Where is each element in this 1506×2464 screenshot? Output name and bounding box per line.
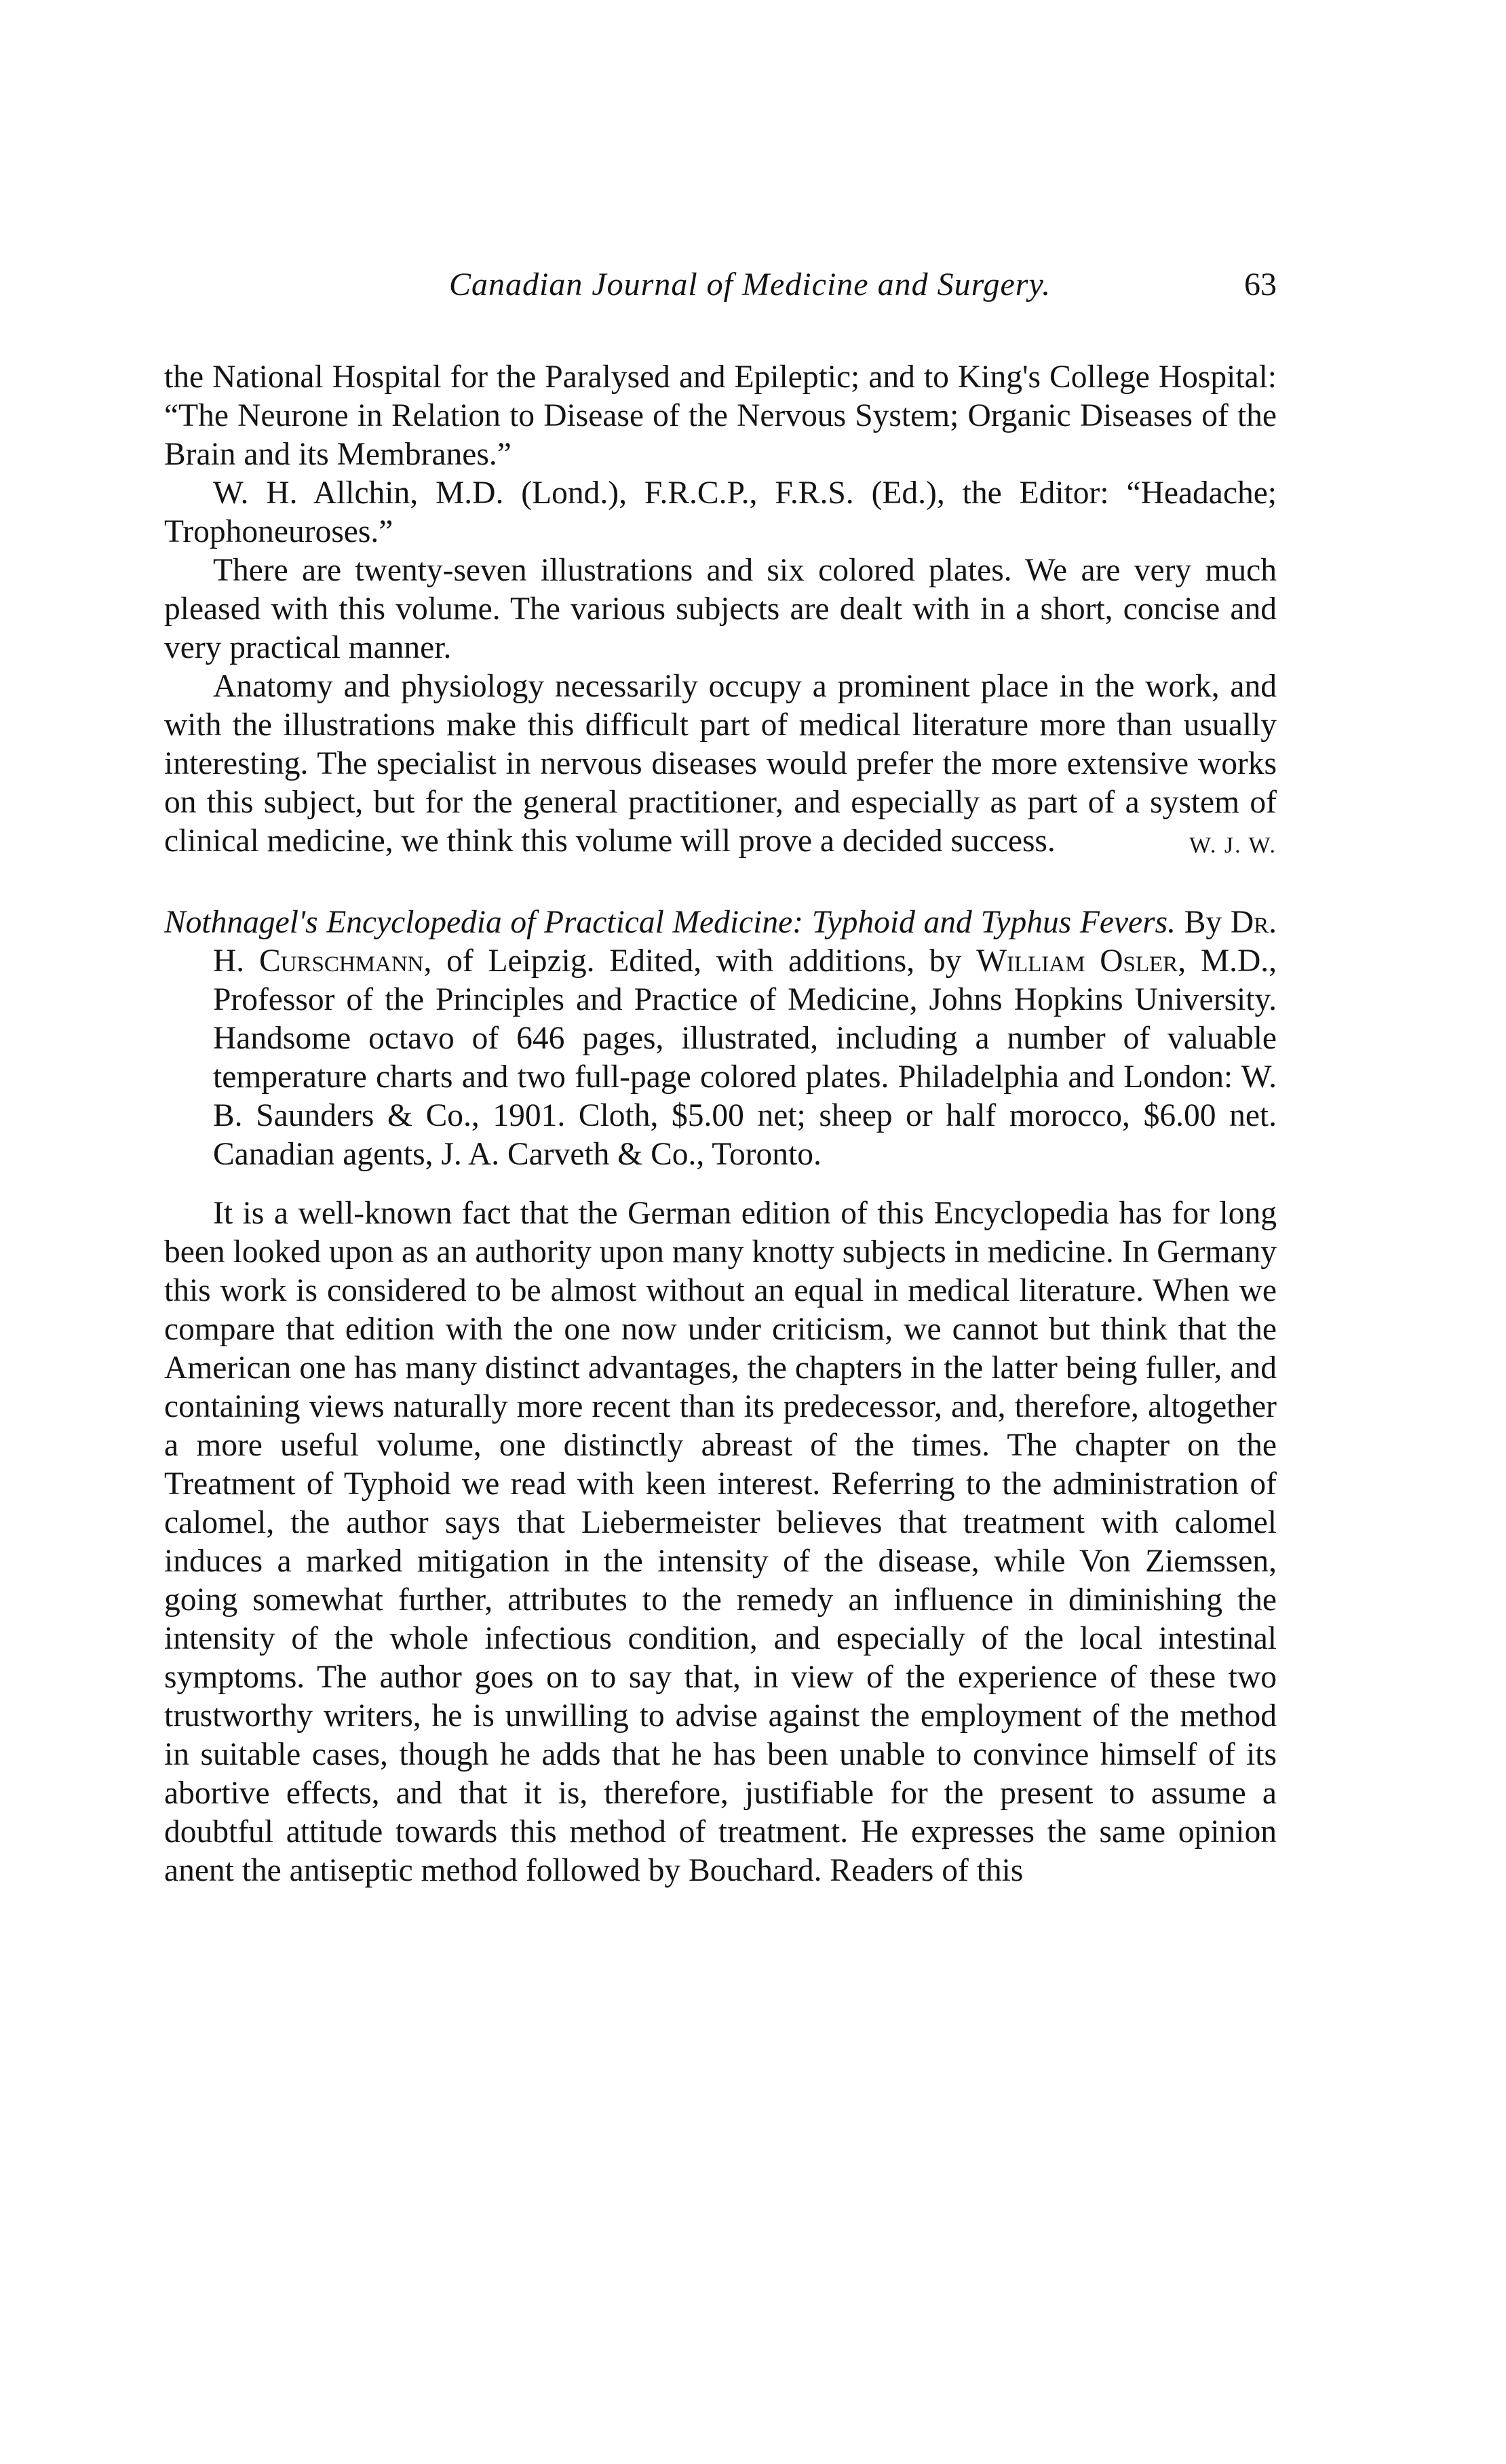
paragraph-illustrations: There are twenty-seven illustrations and six colored plates. We are very much pleased with this volume. The various subjects are dealt with in a short, concise and very practical manner. bbox=[164, 553, 1277, 665]
by-prefix: By bbox=[1184, 905, 1222, 940]
paragraph-assessment-block bbox=[164, 667, 1277, 865]
book-review-heading bbox=[164, 903, 1277, 1174]
book-author: Dr. H. Curschmann bbox=[213, 905, 1277, 979]
book-author-suffix: , of Leipzig. Edited, with additions, by bbox=[423, 943, 962, 979]
paragraph-editor-contribution: W. H. Allchin, M.D. (Lond.), F.R.C.P., F.R.S. (Ed.), the Editor: “Headache; Trophoneuroses.” bbox=[164, 475, 1277, 549]
page-header bbox=[164, 266, 1277, 313]
reviewer-signature: W. J. W. bbox=[1189, 833, 1277, 858]
paragraph-review-body: It is a well-known fact that the German edition of this Encyclopedia has for long been looked upon as an authority upon many knotty subjects in medicine. In Germany this work is considered to be almost without an equal in medical literature. When we compare that edition with the one now under criticism, we cannot but think that the American one has many distinct advantages, the chapters in the latter being fuller, and containing views naturally more recent than its predecessor, and, therefore, altogether a more useful volume, one distinctly abreast of the times. The chapter on the Treatment of Typhoid we read with keen interest. Referring to the administration of calomel, the author says that Liebermeister believes that treatment with calomel induces a marked mitigation in the intensity of the disease, while Von Ziemssen, going somewhat further, attributes to the remedy an influence in diminishing the intensity of the whole infectious condition, and especially of the local intestinal symptoms. The author goes on to say that, in view of the experience of these two trustworthy writers, he is unwilling to advise against the employment of the method in suitable cases, though he adds that he has been unable to convince himself of its abortive effects, and that it is, therefore, justifiable for the present to assume a doubtful attitude towards this method of treatment. He expresses the same opinion anent the antiseptic method followed by Bouchard. Readers of this bbox=[164, 1196, 1277, 1888]
page-body bbox=[164, 358, 1277, 1890]
page-number: 63 bbox=[1244, 267, 1277, 302]
paragraph-assessment-text: Anatomy and physiology necessarily occupy a prominent place in the work, and with the illustrations make this difficult part of medical literature more than usually interesting. The specialist in nervous diseases would prefer the more extensive works on this subject, but for the general practitioner, and especially as part of a system of clinical medicine, we think this volume will prove a decided success. bbox=[164, 669, 1277, 859]
book-details: , M.D., Professor of the Principles and Practice of Medicine, Johns Hopkins University. Handsome octavo of 646 pages, illustrated, including a number of valuable temperature charts and two full-page colored plates. Philadelphia and London: W. B. Saunders & Co., 1901. Cloth, $5.00 net; sheep or half morocco, $6.00 net. Canadian agents, J. A. Carveth & Co., Toronto. bbox=[213, 943, 1277, 1172]
section-spacer bbox=[164, 1174, 1277, 1194]
paragraph-assessment bbox=[164, 667, 1277, 861]
paragraph-hospital-contributors: the National Hospital for the Paralysed and Epileptic; and to King's College Hospital: “The Neurone in Relation to Disease of the Nervous System; Organic Diseases of the Brain and its Membranes.” bbox=[164, 359, 1277, 472]
running-head: Canadian Journal of Medicine and Surgery. bbox=[449, 267, 1051, 302]
book-title: Nothnagel's Encyclopedia of Practical Medicine: Typhoid and Typhus Fevers. bbox=[164, 905, 1176, 940]
book-editor: William Osler bbox=[976, 943, 1178, 979]
